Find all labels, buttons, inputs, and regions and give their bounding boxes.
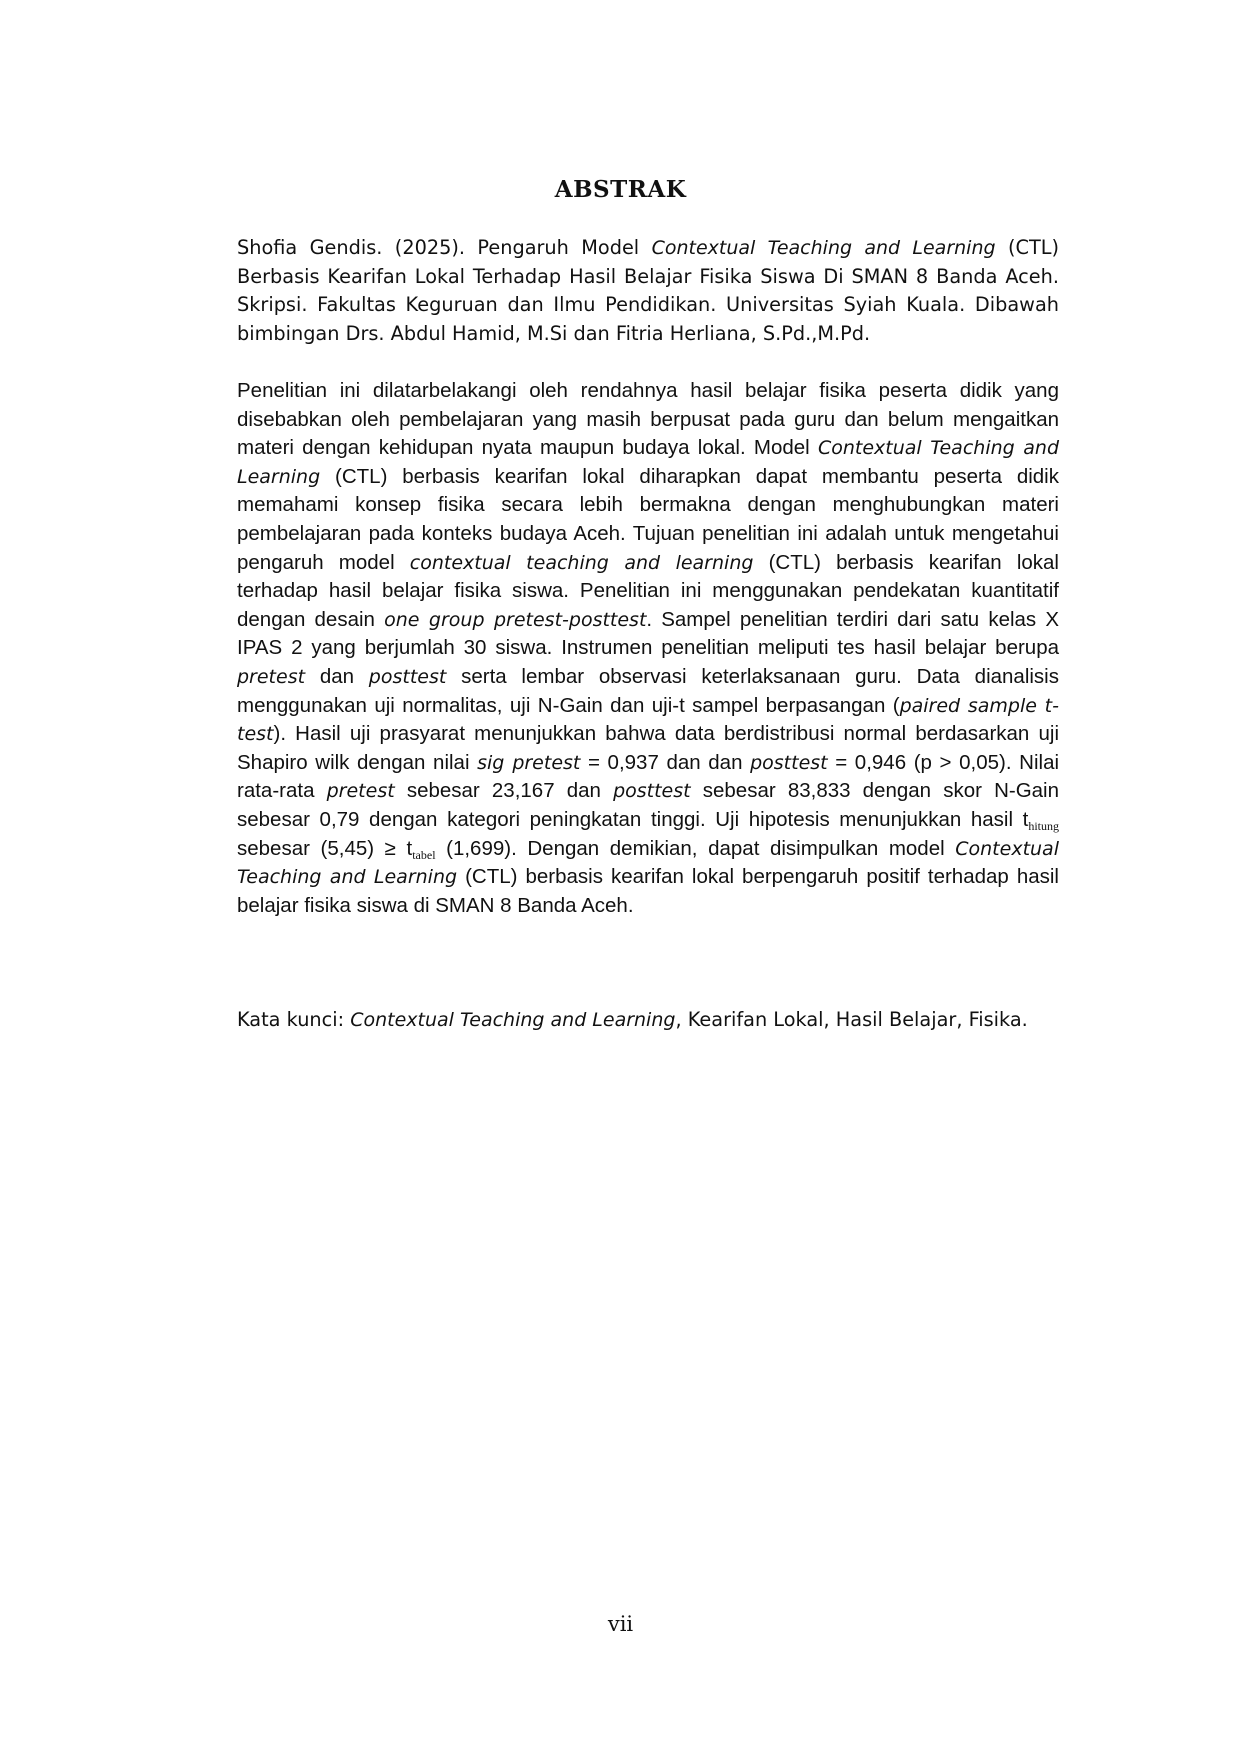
abstract-text: sebesar (5,45) ≥ t [237, 836, 413, 860]
abstract-italic: paired sample t-test [237, 694, 1059, 746]
abstract-text: = 0,937 dan dan [580, 750, 751, 774]
keywords-italic: Contextual Teaching and Learning [350, 1009, 676, 1031]
abstract-text: ). Hasil uji prasyarat menunjukkan bahwa data berdistribusi normal berdasarkan uji Shapiro wilk dengan nilai [237, 722, 1059, 774]
abstract-italic: one group pretest-posttest [384, 608, 647, 631]
citation-text-rest: (CTL) Berbasis Kearifan Lokal Terhadap Hasil Belajar Fisika Siswa Di SMAN 8 Banda Aceh. Skripsi. Fakultas Keguruan dan Ilmu Pendidikan. Universitas Syiah Kuala. Dibawah bimbingan Drs. Abdul Hamid, M.Si dan Fitria Herliana, S.Pd.,M.Pd. [237, 236, 1059, 345]
abstract-italic: posttest [613, 780, 691, 803]
abstract-text: . Sampel penelitian terdiri dari satu kelas X IPAS 2 yang berjumlah 30 siswa. Instrumen penelitian meliputi tes hasil belajar berupa [237, 607, 1059, 660]
abstract-text: sebesar 83,833 dengan skor N-Gain sebesar 0,79 dengan kategori peningkatan tinggi. Uji hipotesis menunjukkan hasil t [237, 779, 1059, 831]
abstract-italic: contextual teaching and learning [409, 551, 754, 574]
abstract-italic: sig pretest [477, 751, 581, 774]
citation-text: Shofia Gendis. (2025). Pengaruh Model [237, 236, 652, 259]
subscript-tabel: tabel [412, 847, 436, 862]
citation-paragraph [237, 234, 1059, 348]
abstract-italic: posttest [368, 665, 447, 688]
abstract-text: serta lembar observasi keterlaksanaan guru. Data dianalisis menggunakan uji normalitas, uji N-Gain dan uji-t sampel berpasangan ( [237, 664, 1059, 717]
page-title: ABSTRAK [554, 176, 687, 203]
keywords-paragraph [237, 1006, 1190, 1035]
abstract-italic: Contextual Teaching and Learning [237, 437, 1060, 488]
keywords-text: , Kearifan Lokal, Hasil Belajar, Fisika. [675, 1008, 1028, 1031]
abstract-text: = 0,946 (p > 0,05). Nilai rata-rata [237, 750, 1060, 803]
abstract-text: (1,699). Dengan demikian, dapat disimpulkan model [435, 836, 956, 860]
abstract-text: (CTL) berbasis kearifan lokal berpengaruh positif terhadap hasil belajar fisika siswa di SMAN 8 Banda Aceh. [237, 865, 1059, 917]
abstract-paragraph [237, 377, 1059, 920]
abstract-text: (CTL) berbasis kearifan lokal diharapkan dapat membantu peserta didik memahami konsep fisika secara lebih bermakna dengan menghubungkan materi pembelajaran pada konteks budaya Aceh. Tujuan penelitian ini adalah untuk mengetahui pengaruh model [237, 464, 1059, 574]
abstract-italic: pretest [237, 665, 306, 688]
abstract-text: dan [305, 664, 369, 688]
citation-italic-model: Contextual Teaching and Learning [651, 237, 996, 259]
abstract-text: (CTL) berbasis kearifan lokal terhadap hasil belajar fisika siswa. Penelitian ini menggunakan pendekatan kuantitatif dengan desain [237, 550, 1059, 631]
keywords-label: Kata kunci: [237, 1008, 351, 1031]
abstract-italic: Contextual Teaching and Learning [237, 837, 1059, 889]
subscript-hitung: hitung [1028, 818, 1059, 833]
abstract-text: sebesar 23,167 dan [394, 779, 614, 803]
page-number: vii [607, 1612, 634, 1636]
abstract-italic: posttest [750, 751, 828, 774]
abstract-italic: pretest [326, 780, 395, 803]
abstract-text: Penelitian ini dilatarbelakangi oleh rendahnya hasil belajar fisika peserta didik yang disebabkan oleh pembelajaran yang masih berpusat pada guru dan belum mengaitkan materi dengan kehidupan nyata maupun budaya lokal. Model [237, 379, 1059, 460]
